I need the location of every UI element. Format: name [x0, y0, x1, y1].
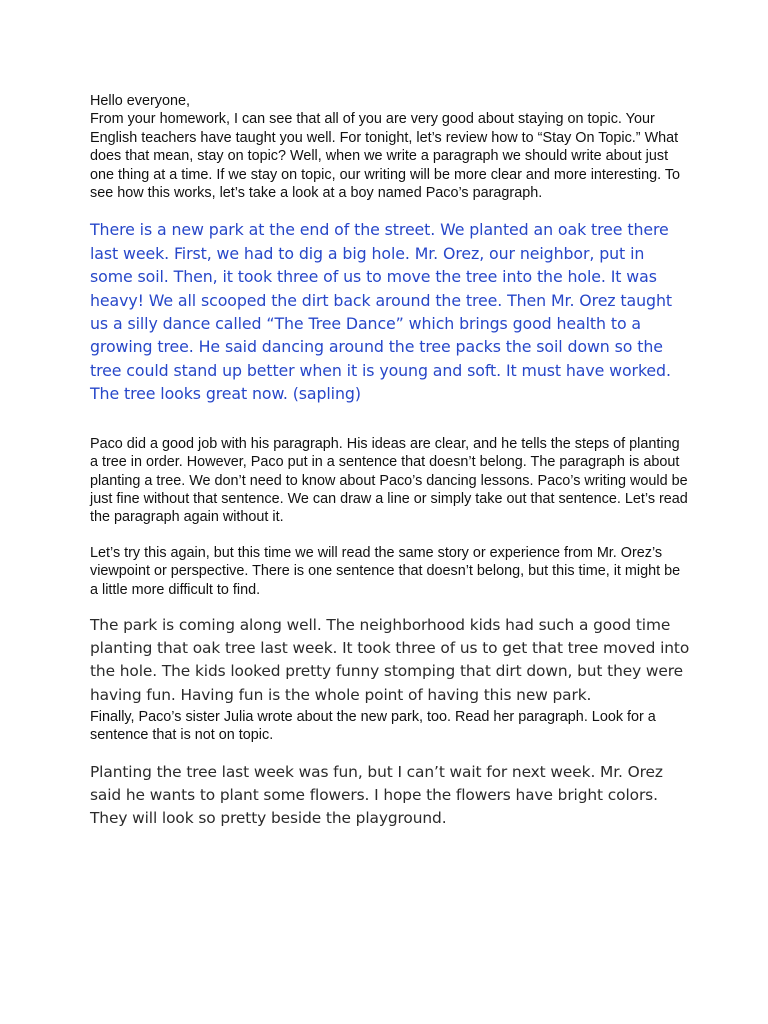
- orez-paragraph: The park is coming along well. The neighborhood kids had such a good time planting that oak tree last week. It took three of us to get that tree moved into the hole. The kids looked pretty funny stomping that dirt down, but they were having fun. Having fun is the whole point of having this new park.: [90, 615, 690, 704]
- julia-paragraph: Planting the tree last week was fun, but I can’t wait for next week. Mr. Orez said he wants to plant some flowers. I hope the flowers have bright colors. They will look so pretty beside the playground.: [90, 762, 663, 827]
- greeting-line: Hello everyone,: [90, 93, 190, 109]
- orez-intro-paragraph: Let’s try this again, but this time we will read the same story or experience from Mr. Orez’s viewpoint or perspective. There is one sentence that doesn’t belong, but this time, it might be a little more difficult to find.: [90, 544, 681, 598]
- julia-intro-paragraph: Finally, Paco’s sister Julia wrote about the new park, too. Read her paragraph. Look for a sentence that is not on topic.: [90, 708, 656, 744]
- document-page: [90, 92, 690, 830]
- paco-feedback-paragraph: Paco did a good job with his paragraph. His ideas are clear, and he tells the steps of planting a tree in order. However, Paco put in a sentence that doesn’t belong. The paragraph is about planting a tree. We don’t need to know about Paco’s dancing lessons. Paco’s writing would be just fine without that sentence. We can draw a line or simply take out that sentence. Let’s read the paragraph again without it.: [90, 435, 688, 526]
- paco-paragraph: There is a new park at the end of the street. We planted an oak tree there last week. First, we had to dig a big hole. Mr. Orez, our neighbor, put in some soil. Then, it took three of us to move the tree into the hole. It was heavy! We all scooped the dirt back around the tree. Then Mr. Orez taught us a silly dance called “The Tree Dance” which brings good health to a growing tree. He said dancing around the tree packs the soil down so the tree could stand up better when it is young and soft. It must have worked. The tree looks great now. (sapling): [90, 220, 672, 404]
- intro-paragraph: From your homework, I can see that all of you are very good about staying on topic. Your English teachers have taught you well. For tonight, let’s review how to “Stay On Topic.” What does that mean, stay on topic? Well, when we write a paragraph we should write about just one thing at a time. If we stay on topic, our writing will be more clear and more interesting. To see how this works, let’s take a look at a boy named Paco’s paragraph.: [90, 111, 681, 202]
